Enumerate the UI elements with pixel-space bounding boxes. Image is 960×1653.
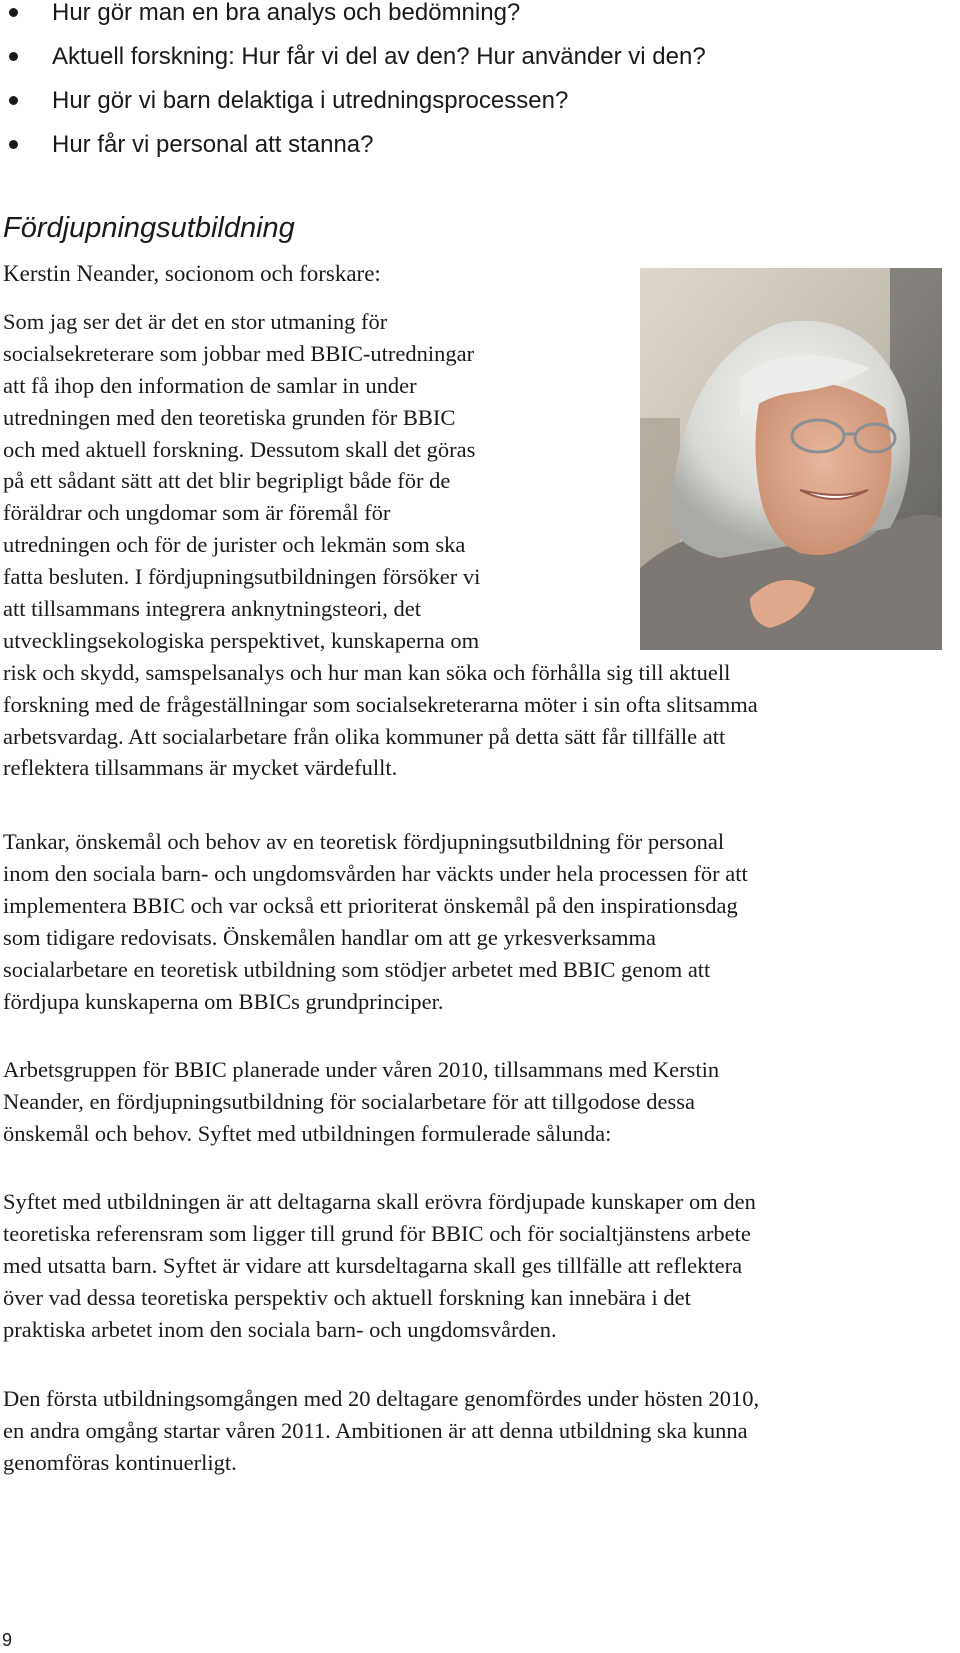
list-item: [0, 126, 940, 170]
paragraph-line: implementera BBIC och var också ett prioriterat önskemål på den inspirationsdag: [3, 893, 738, 918]
quote-line: att tillsammans integrera anknytningsteori, det: [3, 596, 422, 622]
list-item: [0, 0, 940, 38]
list-item-text: Hur får vi personal att stanna?: [52, 131, 374, 158]
quote-line: föräldrar och ungdomar som är föremål för: [3, 500, 391, 526]
paragraph-line: Neander, en fördjupningsutbildning för socialarbetare för att tillgodose dessa: [3, 1089, 696, 1114]
list-item-text: Hur gör man en bra analys och bedömning?: [52, 0, 521, 26]
paragraph: [3, 1186, 955, 1346]
paragraph-line: socialarbetare en teoretisk utbildning som stödjer arbetet med BBIC genom att: [3, 957, 711, 982]
quote-line: socialsekreterare som jobbar med BBIC-utredningar: [3, 340, 475, 366]
bullet-icon: [9, 140, 18, 149]
paragraph-line: Tankar, önskemål och behov av en teoretisk fördjupningsutbildning för personal: [3, 829, 725, 854]
quote-line: forskning med de frågeställningar som socialsekreterarna möter i sin ofta slitsamma: [3, 691, 758, 717]
bullet-icon: [9, 52, 18, 61]
paragraph-line: fördjupa kunskaperna om BBICs grundprinciper.: [3, 989, 444, 1014]
quote-line: och med aktuell forskning. Dessutom skall det göras: [3, 436, 476, 462]
paragraph: [3, 826, 955, 1018]
paragraph-line: en andra omgång startar våren 2011. Ambitionen är att denna utbildning ska kunna: [3, 1418, 748, 1443]
section-heading: Fördjupningsutbildning: [3, 212, 295, 244]
list-item-text: Aktuell forskning: Hur får vi del av den? Hur använder vi den?: [52, 43, 706, 70]
paragraph-line: inom den sociala barn- och ungdomsvården har väckts under hela processen för att: [3, 861, 748, 886]
paragraph-line: genomföras kontinuerligt.: [3, 1450, 237, 1475]
quote-line: utredningen och för de jurister och lekmän som ska: [3, 532, 466, 558]
bullet-icon: [9, 8, 18, 17]
paragraph-line: Arbetsgruppen för BBIC planerade under våren 2010, tillsammans med Kerstin: [3, 1057, 720, 1082]
paragraph-line: med utsatta barn. Syftet är vidare att kursdeltagarna skall ges tillfälle att reflektera: [3, 1253, 743, 1278]
page-number: 9: [2, 1630, 13, 1650]
list-item: [0, 82, 940, 126]
quote-line: reflektera tillsammans är mycket värdefullt.: [3, 755, 398, 781]
quote-line: Som jag ser det är det en stor utmaning för: [3, 309, 388, 334]
quote-line: utvecklingsekologiska perspektivet, kunskaperna om: [3, 627, 480, 653]
list-item-text: Hur gör vi barn delaktiga i utredningsprocessen?: [52, 87, 569, 114]
paragraph-line: över vad dessa teoretiska perspektiv och aktuell forskning kan innebära i det: [3, 1285, 691, 1310]
paragraph-line: önskemål och behov. Syftet med utbildningen formulerade sålunda:: [3, 1121, 612, 1146]
quote-line: att få ihop den information de samlar in under: [3, 372, 417, 398]
quote-line: fatta besluten. I fördjupningsutbildningen försöker vi: [3, 564, 481, 590]
paragraph-line: teoretiska referensram som ligger till grund för BBIC och för socialtjänstens arbete: [3, 1221, 751, 1246]
bullet-icon: [9, 96, 18, 105]
quote-line: på ett sådant sätt att det blir begripligt både för de: [3, 468, 451, 494]
paragraph: [3, 1383, 955, 1479]
paragraph-line: praktiska arbetet inom den sociala barn- och ungdomsvården.: [3, 1317, 557, 1342]
section-subheading: Kerstin Neander, socionom och forskare:: [3, 261, 381, 286]
list-item: [0, 38, 940, 82]
paragraph-line: Den första utbildningsomgången med 20 deltagare genomfördes under hösten 2010,: [3, 1386, 760, 1411]
paragraph-line: som tidigare redovisats. Önskemålen handlar om att ge yrkesverksamma: [3, 925, 656, 950]
quote-line: arbetsvardag. Att socialarbetare från olika kommuner på detta sätt får tillfälle att: [3, 723, 726, 749]
quote-line: utredningen med den teoretiska grunden för BBIC: [3, 404, 456, 430]
quote-text: [3, 306, 955, 784]
quote-line: risk och skydd, samspelsanalys och hur man kan söka och förhålla sig till aktuell: [3, 659, 731, 685]
paragraph: [3, 1054, 955, 1150]
paragraph-line: Syftet med utbildningen är att deltagarna skall erövra fördjupade kunskaper om den: [3, 1189, 756, 1214]
question-list: [0, 0, 940, 170]
